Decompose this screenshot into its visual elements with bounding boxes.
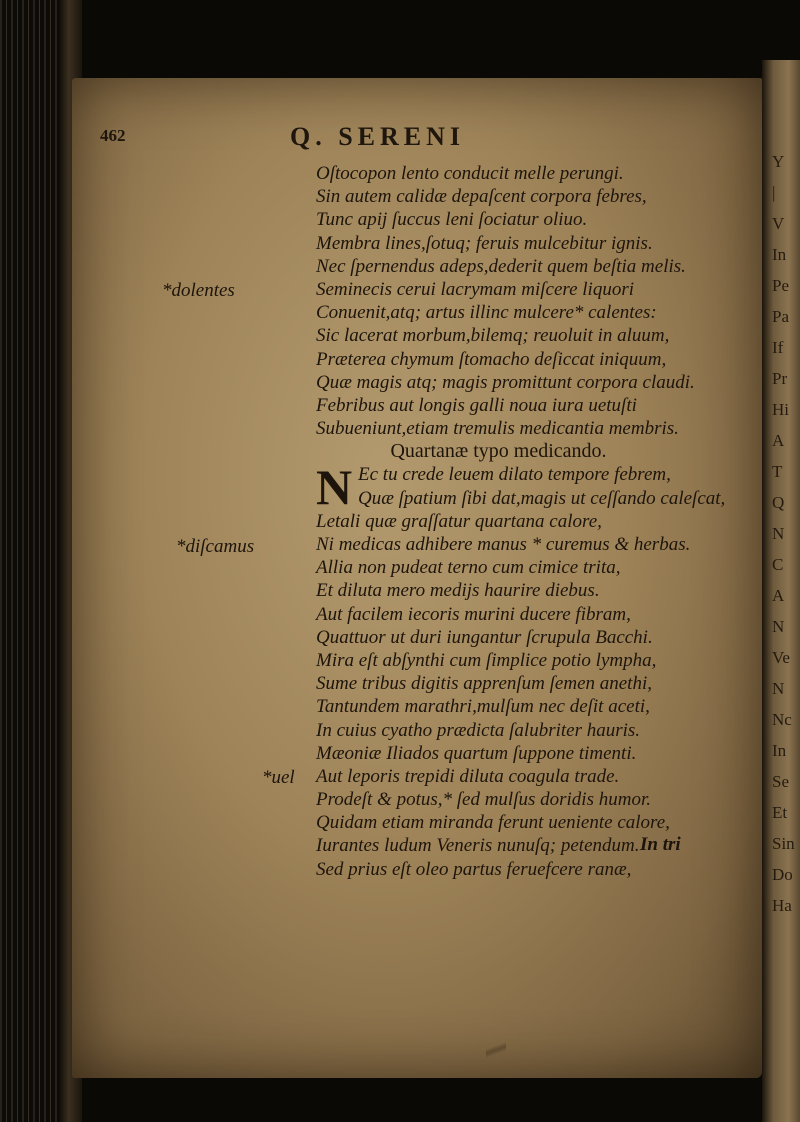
next-page-fragment: N bbox=[772, 524, 785, 543]
next-page-fragment: If bbox=[772, 338, 784, 357]
text-line: Præterea chymum ſtomacho deſiccat iniquum, bbox=[316, 348, 667, 370]
text-line: Quæ magis atq; magis promittunt corpora claudi. bbox=[316, 371, 695, 393]
text-line: Iurantes ludum Veneris nunuſq; petendum. bbox=[316, 835, 640, 857]
next-page-fragment: T bbox=[772, 462, 783, 481]
text-line: Seminecis cerui lacrymam miſcere liquori bbox=[316, 278, 634, 300]
text-line: Sin autem calidæ depaſcent corpora febres, bbox=[316, 186, 647, 208]
text-line: Tunc apij ſuccus leni ſociatur oliuo. bbox=[316, 209, 588, 231]
text-line: Conuenit,atq; artus illinc mulcere* calentes: bbox=[316, 302, 657, 324]
running-head: Q. SERENI bbox=[290, 122, 466, 151]
text-line: Sed prius eſt oleo partus feruefcere ranæ, bbox=[316, 858, 632, 880]
next-page-fragment: Y bbox=[772, 152, 785, 171]
text-line: Oſtocopon lento conducit melle perungi. bbox=[316, 163, 624, 184]
text-line-content: Quæ ſpatium ſibi dat,magis ut ceſſando caleſcat, bbox=[358, 487, 726, 509]
next-page-fragment: V bbox=[772, 214, 785, 233]
next-page-fragment: Q bbox=[772, 493, 785, 512]
next-page-fragment: Ve bbox=[772, 648, 790, 667]
next-page-fragment: In bbox=[772, 741, 787, 760]
text-line: In cuius cyatho prædicta ſalubriter hauris. bbox=[316, 719, 641, 741]
next-page-fragment: Se bbox=[772, 772, 789, 791]
text-line: Aut leporis trepidi diluta coagula trade. bbox=[316, 765, 620, 787]
section-heading: Quartanæ typo medicando. bbox=[390, 440, 607, 463]
text-line: Subueniunt,etiam tremulis medicantia membris. bbox=[316, 418, 679, 440]
text-line: Quattuor ut duri iungantur ſcrupula Bacchi. bbox=[316, 626, 653, 648]
next-page-fragment: In bbox=[772, 245, 787, 264]
next-page-fragment: Pe bbox=[772, 276, 789, 295]
next-page-fragment: N bbox=[772, 617, 785, 636]
next-page-fragment: Pr bbox=[772, 369, 788, 388]
next-page-edge bbox=[762, 60, 800, 1122]
text-line: Tantundem marathri,mulſum nec deſit aceti, bbox=[316, 696, 650, 718]
text-line: Membra lines,ſotuq; feruis mulcebitur ignis. bbox=[316, 232, 653, 254]
next-page-fragment: C bbox=[772, 555, 784, 574]
text-line bbox=[316, 487, 761, 510]
text-line: Letali quæ graſſatur quartana calore, bbox=[316, 510, 602, 532]
margin-note-uel: *uel bbox=[262, 767, 295, 788]
catchword: In tri bbox=[640, 834, 681, 855]
next-page-fragment: | bbox=[772, 183, 776, 202]
text-line: Sic lacerat morbum,bilemq; reuoluit in aluum, bbox=[316, 325, 670, 347]
text-line: Nec ſpernendus adeps,dederit quem beſtia melis. bbox=[316, 255, 686, 277]
text-line: Mæoniæ Iliados quartum ſuppone timenti. bbox=[316, 742, 637, 764]
paper-scratch bbox=[486, 1030, 506, 1070]
page-number: 462 bbox=[100, 126, 126, 145]
text-line: Aut facilem iecoris murini ducere fibram, bbox=[316, 603, 631, 625]
text-line: Quidam etiam miranda ferunt ueniente calore, bbox=[316, 812, 670, 834]
margin-note-dolentes: *dolentes bbox=[162, 280, 235, 301]
text-line: Mira eſt abſynthi cum ſimplice potio lympha, bbox=[316, 649, 657, 671]
next-page-fragment: Do bbox=[772, 865, 793, 884]
next-page-fragment: Pa bbox=[772, 307, 789, 326]
next-page-fragment: Et bbox=[772, 803, 788, 822]
next-page-fragment: A bbox=[772, 586, 785, 605]
text-line-content: Ec tu crede leuem dilato tempore febrem, bbox=[358, 464, 671, 486]
drop-cap: N bbox=[316, 459, 353, 516]
margin-note-discamus: *diſcamus bbox=[176, 536, 255, 557]
text-line: Prodeſt & potus,* ſed mulſus doridis humor. bbox=[316, 789, 651, 811]
poem-text bbox=[316, 162, 761, 881]
next-page-fragment: Hi bbox=[772, 400, 789, 419]
next-page-fragment: Sin bbox=[772, 834, 795, 853]
next-page-fragment: Ha bbox=[772, 896, 792, 915]
text-line: Ni medicas adhibere manus * curemus & herbas. bbox=[316, 534, 691, 555]
next-page-fragment: Nc bbox=[772, 710, 792, 729]
text-line: Febribus aut longis galli noua iura uetuſti bbox=[316, 394, 637, 416]
next-page-fragment: A bbox=[772, 431, 785, 450]
next-page-fragment: N bbox=[772, 679, 785, 698]
text-line: Et diluta mero medijs haurire diebus. bbox=[316, 580, 600, 602]
text-line: Allia non pudeat terno cum cimice trita, bbox=[316, 557, 621, 579]
text-line: Sume tribus digitis apprenſum ſemen anethi, bbox=[316, 673, 652, 695]
